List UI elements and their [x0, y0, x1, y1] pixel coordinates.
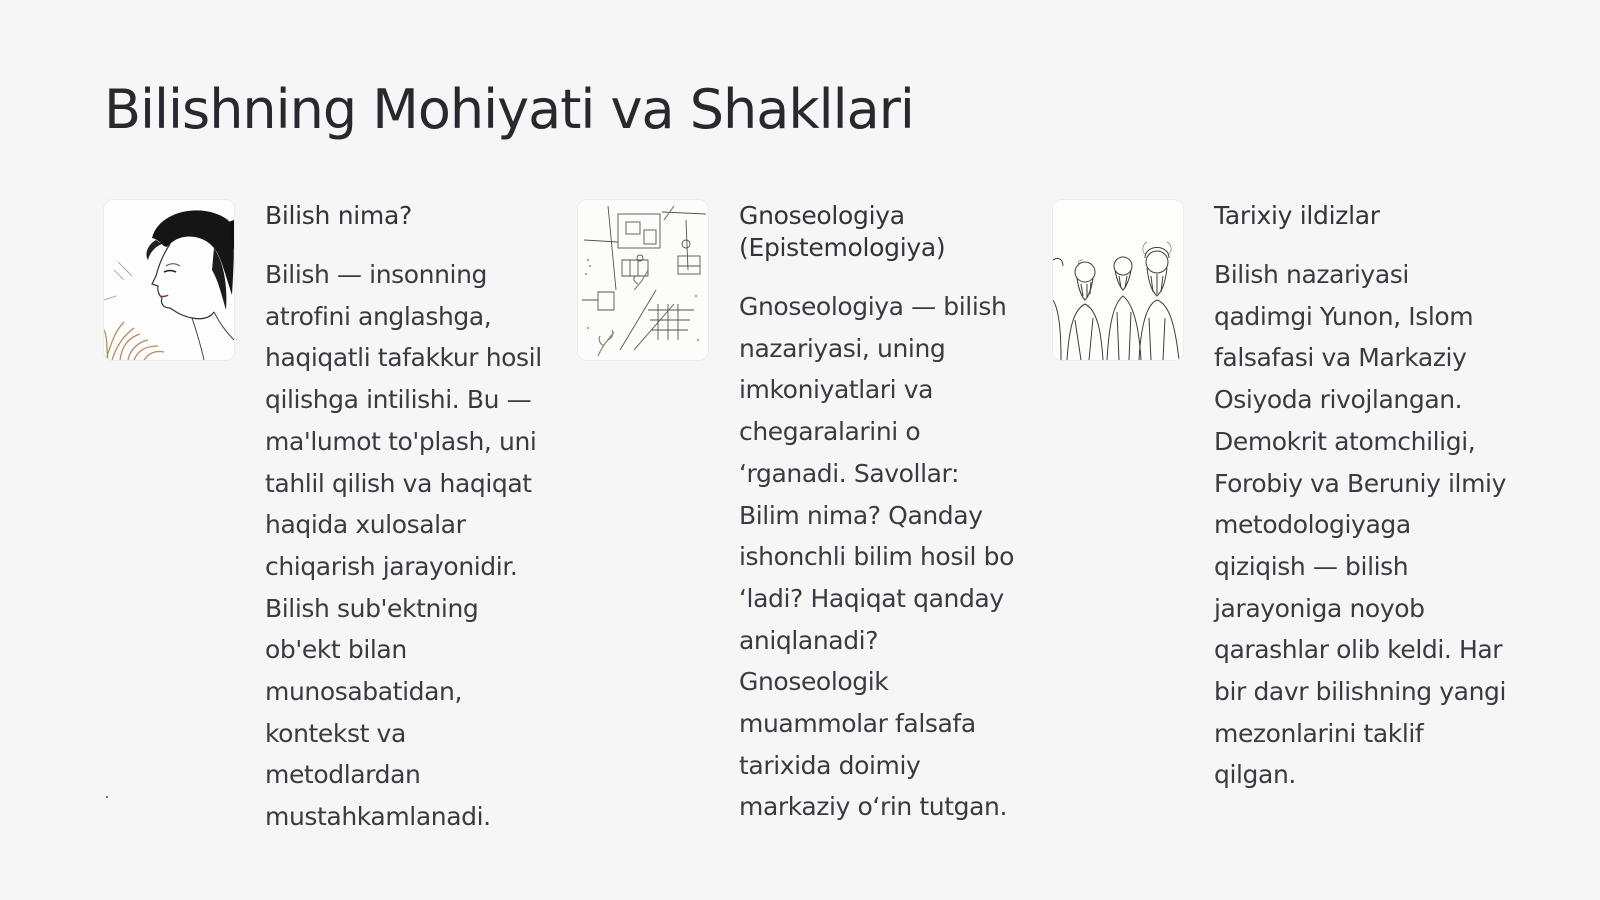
woman-portrait-sketch-icon: [104, 200, 234, 360]
card-text: [1214, 200, 1523, 796]
card-body-text: Bilish nazariyasi qadimgi Yunon, Islom falsafasi va Markaziy Osiyoda rivojlangan. Demokrit atomchiligi, Forobiy va Beruniy ilmiy metodologiyaga qiziqish — bilish jarayoniga noyob qarashlar olib keldi. Har bir davr bilishning yangi mezonlarini taklif qilgan.: [1214, 260, 1507, 790]
card-historical-roots: [1053, 200, 1523, 860]
card-text: [265, 200, 544, 838]
card-heading: Gnoseologiya (Epistemologiya): [739, 201, 946, 262]
card-body-text: Bilish — insonning atrofini anglashga, haqiqatli tafakkur hosil qilishga intilishi. Bu — ma'lumot to'plash, uni tahlil qilish va haqiqat haqida xulosalar chiqarish jarayonidir. Bilish sub'ektning ob'ekt bilan munosabatidan, kontekst va metodlardan mustahkamlanadi.: [265, 260, 542, 832]
card-gnoseology: [578, 200, 1018, 860]
card-text: [739, 200, 1018, 828]
page-title: Bilishning Mohiyati va Shakllari: [104, 78, 914, 141]
card-heading: Bilish nima?: [265, 201, 412, 230]
card-heading: Tarixiy ildizlar: [1214, 201, 1380, 230]
card-what-is-knowing: [104, 200, 544, 860]
decorative-dot: [106, 796, 108, 798]
abstract-diagram-sketch-icon: [578, 200, 708, 360]
philosophers-group-sketch-icon: [1053, 200, 1183, 360]
card-body-text: Gnoseologiya — bilish nazariyasi, uning imkoniyatlari va chegaralarini o ‘rganadi. Savollar: Bilim nima? Qanday ishonchli bilim hosil bo ‘ladi? Haqiqat qanday aniqlanadi? Gnoseologik muammolar falsafa tarixida doimiy markaziy o‘rin tutgan.: [739, 292, 1014, 822]
